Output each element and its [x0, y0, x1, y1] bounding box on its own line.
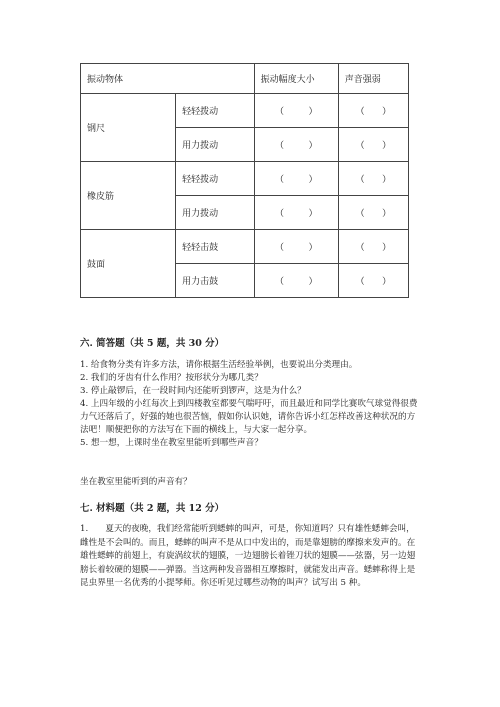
- answer-prompt-text: 坐在教室里能听到的声音有？: [80, 477, 192, 487]
- action-cell: 用力拨动: [176, 128, 255, 162]
- amplitude-blank[interactable]: （ ）: [254, 196, 338, 230]
- loudness-blank[interactable]: （ ）: [338, 94, 408, 128]
- question-item: 4. 上四年级的小红每次上到四楼教室都要气喘吁吁，而且最近和同学比赛吹气球觉得很费力气还落后了，好强的她也很苦恼，假如你认识她，请你告诉小红怎样改善这种状况的方法吧！顺便把你的方法写在下面的横线上，与大家一起分享。: [80, 399, 418, 435]
- amplitude-blank[interactable]: （ ）: [254, 94, 338, 128]
- loudness-blank[interactable]: （ ）: [338, 230, 408, 264]
- table-row: [81, 230, 409, 264]
- amplitude-blank[interactable]: （ ）: [254, 264, 338, 298]
- amplitude-blank[interactable]: （ ）: [254, 128, 338, 162]
- header-amplitude: 振动幅度大小: [254, 64, 338, 94]
- loudness-blank[interactable]: （ ）: [338, 196, 408, 230]
- header-loudness: 声音强弱: [338, 64, 408, 94]
- section-title: 七. 材料题（共 2 题，共 12 分）: [80, 503, 225, 514]
- action-cell: 轻轻拨动: [176, 162, 255, 196]
- object-cell: 钢尺: [81, 94, 176, 162]
- table-header-row: [81, 64, 409, 94]
- section-short-answer: [80, 335, 420, 349]
- action-cell: 轻轻击鼓: [176, 230, 255, 264]
- object-cell: 橡皮筋: [81, 162, 176, 230]
- question-list: [80, 359, 420, 450]
- passage-text: 1. 夏天的夜晚，我们经常能听到蟋蟀的叫声，可是，你知道吗？只有雄性蟋蟀会叫，雌性是不会叫的。而且，蟋蟀的叫声不是从口中发出的，而是靠翅膀的摩擦来发声的。在雄性蟋蟀的前翅上，有旋涡纹状的翅膜，一边翅膀长着锉刀状的翅膜——弦器，另一边翅膀长着较硬的翅膜——弹器。当这两种发音器相互摩擦时，就能发出声音。蟋蟀称得上是昆虫界里一名优秀的小提琴师。你还听见过哪些动物的叫声？试写出 5 种。: [80, 524, 416, 589]
- material-passage: [80, 523, 420, 591]
- question-item: 5. 想一想，上课时坐在教室里能听到哪些声音？: [80, 438, 263, 448]
- vibration-table: [80, 63, 409, 298]
- table-row: [81, 162, 409, 196]
- question-item: 2. 我们的牙齿有什么作用？按形状分为哪几类？: [80, 373, 263, 383]
- object-cell: 鼓面: [81, 230, 176, 298]
- loudness-blank[interactable]: （ ）: [338, 128, 408, 162]
- action-cell: 轻轻拨动: [176, 94, 255, 128]
- action-cell: 用力拨动: [176, 196, 255, 230]
- action-cell: 用力击鼓: [176, 264, 255, 298]
- section-material: [80, 500, 420, 514]
- question-item: 1. 给食物分类有许多方法，请你根据生活经验举例，也要说出分类理由。: [80, 360, 358, 370]
- answer-prompt: [80, 476, 420, 489]
- section-title: 六. 简答题（共 5 题，共 30 分）: [80, 338, 225, 349]
- header-object: 振动物体: [81, 64, 255, 94]
- loudness-blank[interactable]: （ ）: [338, 162, 408, 196]
- loudness-blank[interactable]: （ ）: [338, 264, 408, 298]
- question-item: 3. 停止敲锣后，在一段时间内还能听到锣声，这是为什么？: [80, 386, 306, 396]
- amplitude-blank[interactable]: （ ）: [254, 230, 338, 264]
- amplitude-blank[interactable]: （ ）: [254, 162, 338, 196]
- table-row: [81, 94, 409, 128]
